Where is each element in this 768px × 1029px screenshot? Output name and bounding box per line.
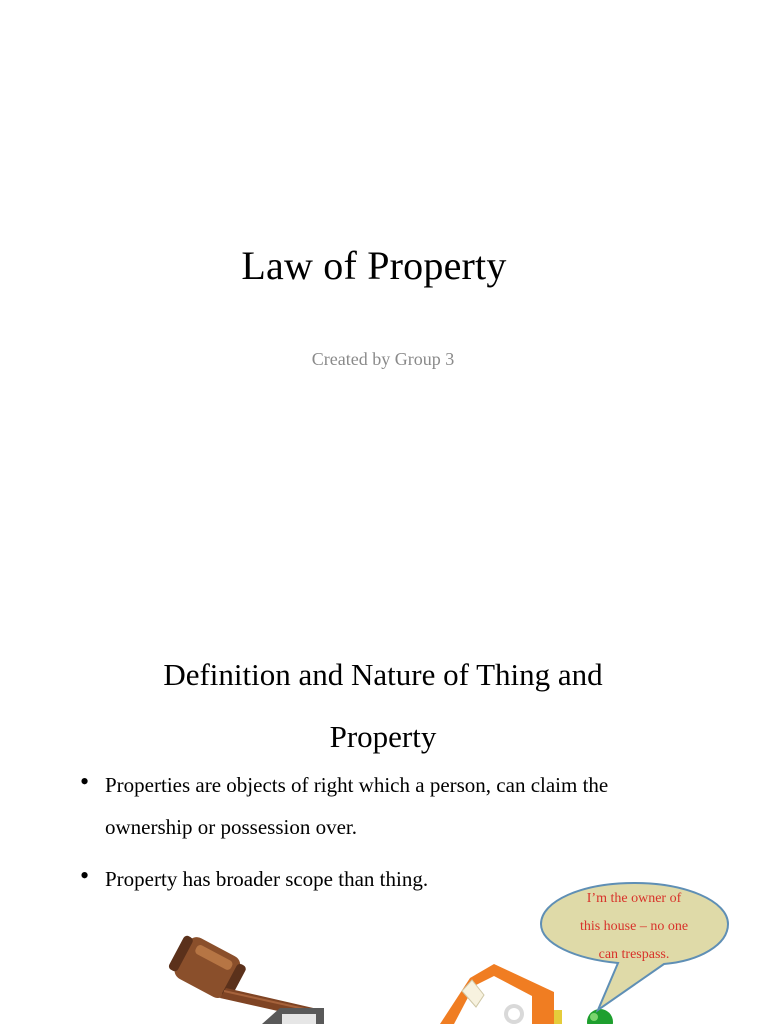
speech-bubble-line: this house – no one xyxy=(579,919,689,934)
slide2-title-line-2: Property xyxy=(329,719,437,754)
slide-subtitle: Created by Group 3 xyxy=(311,349,455,369)
speech-bubble-line: can trespass. xyxy=(598,947,670,962)
speech-bubble-line: I’m the owner of xyxy=(586,891,682,906)
bullet-line: ownership or possession over. xyxy=(105,815,357,839)
speech-bubble xyxy=(538,877,730,963)
slide2-title xyxy=(0,644,766,768)
slide2-title-line-1: Definition and Nature of Thing and xyxy=(163,657,603,692)
speech-bubble-text xyxy=(560,885,708,969)
gavel-icon xyxy=(168,934,338,1024)
bullet-item xyxy=(78,764,718,848)
bullet-icon: • xyxy=(80,767,90,796)
bullet-line: Properties are objects of right which a person, can claim the xyxy=(105,773,609,797)
bullet-icon: • xyxy=(80,861,90,890)
slide-title: Law of Property xyxy=(241,243,507,288)
bullet-line: Property has broader scope than thing. xyxy=(105,867,429,891)
